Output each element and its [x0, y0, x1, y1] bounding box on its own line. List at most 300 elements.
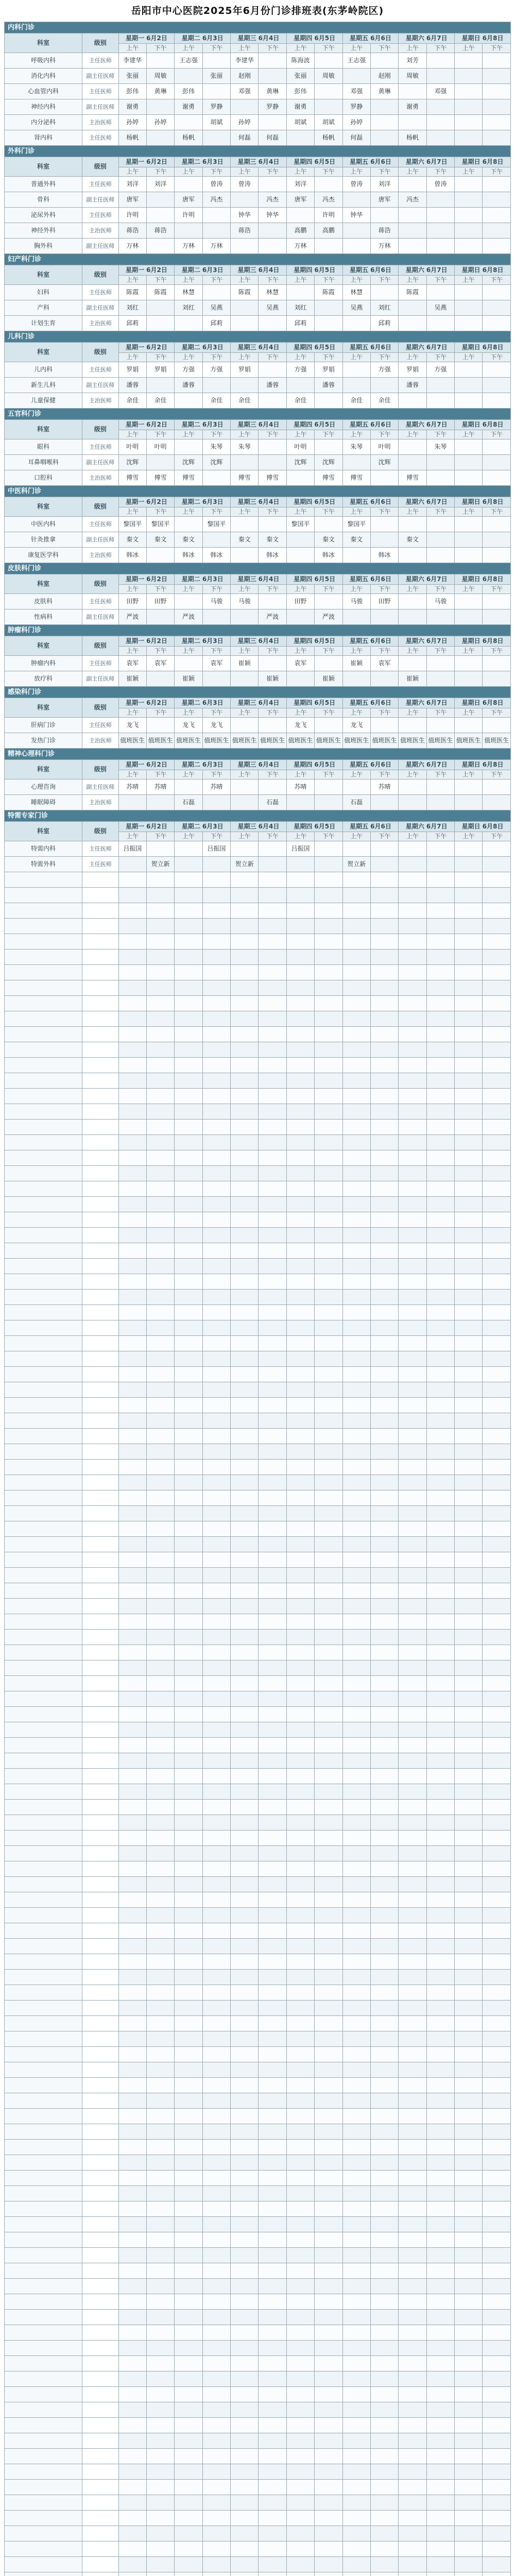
doctor-slot — [231, 1320, 259, 1336]
doctor-slot: 唐军 — [370, 192, 398, 208]
clinic-name — [5, 1073, 82, 1089]
doctor-slot — [259, 2109, 286, 2124]
table-row — [5, 300, 511, 316]
doctor-slot — [483, 1568, 511, 1583]
doctor-slot — [231, 795, 259, 810]
table-row — [5, 285, 511, 300]
doctor-slot — [146, 1042, 174, 1058]
doctor-slot — [315, 919, 342, 934]
doctor-slot: 刘红 — [175, 300, 202, 316]
doctor-level — [82, 2325, 119, 2341]
doctor-slot — [483, 1691, 511, 1707]
doctor-slot — [426, 1197, 454, 1212]
doctor-level — [82, 1861, 119, 1877]
table-row — [5, 1166, 511, 1181]
doctor-slot — [455, 2047, 483, 2062]
doctor-slot — [399, 1970, 426, 1985]
doctor-slot: 陈霞 — [146, 285, 174, 300]
doctor-slot — [399, 2480, 426, 2495]
doctor-slot — [455, 841, 483, 857]
doctor-slot: 罗静 — [259, 99, 286, 115]
header-weekday: 星期五 6月6日 — [342, 33, 399, 44]
table-row — [5, 1089, 511, 1104]
doctor-slot — [146, 1568, 174, 1583]
doctor-slot — [315, 1800, 342, 1815]
doctor-slot — [146, 1413, 174, 1429]
doctor-slot — [175, 1259, 202, 1274]
header-weekday: 星期二 6月3日 — [175, 760, 231, 770]
doctor-slot — [286, 1722, 314, 1738]
clinic-name — [5, 1228, 82, 1243]
header-am: 上午 — [118, 770, 146, 779]
doctor-slot — [315, 1738, 342, 1753]
doctor-slot — [118, 1475, 146, 1490]
doctor-slot: 朱琴 — [426, 439, 454, 455]
clinic-name — [5, 903, 82, 919]
doctor-slot — [118, 2294, 146, 2310]
table-row — [5, 1784, 511, 1800]
doctor-slot — [426, 2541, 454, 2557]
doctor-slot — [175, 1769, 202, 1784]
clinic-name — [5, 2201, 82, 2217]
doctor-slot — [370, 1351, 398, 1367]
doctor-slot: 沈辉 — [118, 455, 146, 470]
department-name: 儿科门诊 — [5, 331, 511, 343]
doctor-slot — [202, 1460, 230, 1475]
clinic-name — [5, 1599, 82, 1614]
doctor-slot — [315, 2155, 342, 2171]
header-weekday: 星期三 6月4日 — [231, 574, 287, 585]
doctor-slot — [118, 2341, 146, 2356]
doctor-slot — [399, 2294, 426, 2310]
doctor-slot: 傅雪 — [399, 470, 426, 486]
doctor-slot — [286, 1660, 314, 1676]
header-weekday: 星期二 6月3日 — [175, 420, 231, 430]
doctor-slot — [370, 1429, 398, 1444]
header-pm: 下午 — [202, 770, 230, 779]
doctor-slot — [286, 2294, 314, 2310]
doctor-slot — [202, 965, 230, 980]
header-am: 上午 — [342, 353, 370, 362]
doctor-level — [82, 1150, 119, 1166]
doctor-slot — [426, 517, 454, 532]
clinic-name: 耳鼻咽喉科 — [5, 455, 82, 470]
clinic-name: 消化内科 — [5, 69, 82, 84]
clinic-name — [5, 2541, 82, 2557]
doctor-slot — [146, 1521, 174, 1537]
doctor-slot — [259, 2201, 286, 2217]
doctor-slot — [426, 2248, 454, 2263]
doctor-slot — [399, 1506, 426, 1521]
doctor-slot — [259, 2511, 286, 2526]
clinic-name: 眼科 — [5, 439, 82, 455]
doctor-slot — [231, 1444, 259, 1460]
doctor-slot — [146, 1429, 174, 1444]
doctor-slot — [259, 1784, 286, 1800]
doctor-slot — [231, 1521, 259, 1537]
doctor-slot — [370, 2248, 398, 2263]
doctor-slot — [118, 1042, 146, 1058]
doctor-slot — [399, 2572, 426, 2576]
table-row — [5, 1197, 511, 1212]
doctor-slot: 孙婷 — [342, 115, 370, 130]
doctor-slot — [426, 903, 454, 919]
doctor-slot — [426, 671, 454, 687]
doctor-slot — [259, 2294, 286, 2310]
header-pm: 下午 — [146, 44, 174, 53]
doctor-slot — [455, 2356, 483, 2371]
table-row — [5, 1042, 511, 1058]
doctor-slot: 何磊 — [231, 130, 259, 146]
header-pm: 下午 — [483, 708, 511, 718]
table-row — [5, 1939, 511, 1954]
doctor-slot: 陈霞 — [399, 285, 426, 300]
doctor-slot — [315, 1506, 342, 1521]
doctor-slot — [286, 1027, 314, 1042]
clinic-name: 神经外科 — [5, 223, 82, 239]
doctor-slot — [342, 1305, 370, 1320]
doctor-slot: 值班医生 — [483, 733, 511, 749]
doctor-slot — [483, 2449, 511, 2464]
doctor-slot — [118, 1660, 146, 1676]
doctor-slot — [118, 1846, 146, 1861]
doctor-slot — [342, 378, 370, 393]
doctor-slot — [259, 1614, 286, 1630]
doctor-slot — [286, 1815, 314, 1831]
table-row — [5, 2217, 511, 2232]
doctor-slot — [259, 950, 286, 965]
header-pm: 下午 — [146, 430, 174, 439]
department-name: 皮肤科门诊 — [5, 563, 511, 574]
doctor-slot: 唐军 — [175, 192, 202, 208]
table-row — [5, 1290, 511, 1305]
table-row — [5, 2511, 511, 2526]
clinic-name — [5, 1707, 82, 1722]
table-row — [5, 2294, 511, 2310]
table-row — [5, 1475, 511, 1490]
header-weekday: 星期五 6月6日 — [342, 760, 399, 770]
doctor-slot — [259, 177, 286, 192]
doctor-level — [82, 903, 119, 919]
doctor-slot — [342, 1413, 370, 1429]
doctor-slot — [370, 1320, 398, 1336]
table-row — [5, 1691, 511, 1707]
doctor-slot — [175, 1846, 202, 1861]
doctor-slot — [231, 2186, 259, 2201]
doctor-level — [82, 2341, 119, 2356]
doctor-slot — [231, 99, 259, 115]
doctor-slot: 朱琴 — [231, 439, 259, 455]
doctor-slot — [426, 1506, 454, 1521]
doctor-slot — [370, 1769, 398, 1784]
doctor-slot — [259, 996, 286, 1011]
doctor-slot — [399, 2526, 426, 2541]
schedule-table — [4, 22, 511, 2576]
doctor-slot — [342, 1320, 370, 1336]
doctor-slot — [370, 2325, 398, 2341]
doctor-slot — [118, 1011, 146, 1027]
doctor-slot — [483, 2001, 511, 2016]
doctor-slot: 王志强 — [342, 53, 370, 69]
doctor-slot — [315, 1073, 342, 1089]
doctor-slot — [342, 1568, 370, 1583]
doctor-slot — [118, 1939, 146, 1954]
clinic-name — [5, 2217, 82, 2232]
doctor-slot: 彭伟 — [286, 84, 314, 99]
doctor-slot — [426, 1490, 454, 1506]
doctor-slot — [259, 1970, 286, 1985]
clinic-name — [5, 1892, 82, 1908]
doctor-slot — [399, 223, 426, 239]
doctor-slot — [342, 2001, 370, 2016]
doctor-slot — [455, 2572, 483, 2576]
doctor-slot — [426, 609, 454, 625]
header-weekday: 星期日 6月8日 — [455, 33, 511, 44]
clinic-name: 发热门诊 — [5, 733, 82, 749]
doctor-slot — [118, 1413, 146, 1429]
table-row — [5, 439, 511, 455]
table-row — [5, 671, 511, 687]
doctor-level — [82, 1228, 119, 1243]
doctor-slot: 余佳 — [202, 393, 230, 409]
doctor-slot — [202, 1490, 230, 1506]
doctor-slot — [146, 208, 174, 223]
doctor-level — [82, 1290, 119, 1305]
doctor-slot — [315, 950, 342, 965]
doctor-slot — [426, 1413, 454, 1429]
header-am: 上午 — [455, 770, 483, 779]
table-row — [5, 903, 511, 919]
doctor-slot: 马骏 — [426, 594, 454, 609]
clinic-name — [5, 1769, 82, 1784]
doctor-slot — [455, 470, 483, 486]
doctor-slot — [146, 1490, 174, 1506]
doctor-slot — [426, 1769, 454, 1784]
doctor-level — [82, 1243, 119, 1259]
doctor-slot — [483, 1939, 511, 1954]
header-pm: 下午 — [146, 276, 174, 285]
doctor-slot — [455, 1537, 483, 1552]
doctor-slot — [315, 2001, 342, 2016]
clinic-name — [5, 2294, 82, 2310]
doctor-slot — [286, 2526, 314, 2541]
header-pm: 下午 — [483, 832, 511, 841]
doctor-slot: 李建华 — [118, 53, 146, 69]
doctor-slot — [370, 2263, 398, 2279]
table-row — [5, 1722, 511, 1738]
doctor-slot — [426, 1985, 454, 2001]
doctor-slot — [175, 1552, 202, 1568]
doctor-slot: 潘蓉 — [315, 378, 342, 393]
doctor-slot — [455, 548, 483, 563]
doctor-level — [82, 1923, 119, 1939]
doctor-slot — [146, 192, 174, 208]
doctor-slot — [259, 841, 286, 857]
doctor-slot — [483, 2078, 511, 2093]
doctor-slot — [315, 1259, 342, 1274]
header-am: 上午 — [399, 507, 426, 517]
doctor-slot — [399, 1212, 426, 1228]
doctor-slot — [483, 857, 511, 872]
doctor-slot — [426, 1290, 454, 1305]
header-level: 级别 — [82, 157, 119, 177]
doctor-slot — [118, 1135, 146, 1150]
doctor-slot: 值班医生 — [342, 733, 370, 749]
doctor-slot — [286, 2201, 314, 2217]
doctor-slot — [286, 1599, 314, 1614]
doctor-level — [82, 1985, 119, 2001]
clinic-name — [5, 2387, 82, 2402]
header-am: 上午 — [399, 353, 426, 362]
doctor-slot — [175, 393, 202, 409]
doctor-level — [82, 996, 119, 1011]
doctor-slot — [118, 2201, 146, 2217]
doctor-slot: 刘芳 — [399, 53, 426, 69]
doctor-slot — [483, 656, 511, 671]
doctor-slot — [175, 1120, 202, 1135]
doctor-slot — [202, 1274, 230, 1290]
doctor-slot — [455, 130, 483, 146]
doctor-slot — [175, 1305, 202, 1320]
doctor-level — [82, 2495, 119, 2511]
doctor-slot — [370, 285, 398, 300]
doctor-slot — [175, 115, 202, 130]
doctor-slot — [286, 1877, 314, 1892]
doctor-slot — [286, 1769, 314, 1784]
header-pm: 下午 — [426, 353, 454, 362]
doctor-slot: 值班医生 — [370, 733, 398, 749]
header-pm: 下午 — [146, 167, 174, 177]
doctor-slot — [231, 718, 259, 733]
header-level: 级别 — [82, 497, 119, 517]
doctor-level: 副主任医师 — [82, 300, 119, 316]
table-row — [5, 2279, 511, 2294]
doctor-slot — [483, 1042, 511, 1058]
doctor-slot — [118, 1521, 146, 1537]
doctor-slot — [231, 934, 259, 950]
table-row — [5, 1150, 511, 1166]
doctor-slot — [231, 2078, 259, 2093]
doctor-slot — [118, 1089, 146, 1104]
header-weekday: 星期二 6月3日 — [175, 157, 231, 167]
doctor-slot — [342, 1614, 370, 1630]
doctor-slot — [231, 1290, 259, 1305]
doctor-slot — [259, 1800, 286, 1815]
doctor-slot — [202, 2572, 230, 2576]
doctor-slot — [342, 2201, 370, 2217]
doctor-level — [82, 2279, 119, 2294]
doctor-slot: 杨帆 — [399, 130, 426, 146]
doctor-slot: 傅雪 — [315, 470, 342, 486]
clinic-name — [5, 2464, 82, 2480]
header-row — [5, 265, 511, 276]
doctor-slot — [399, 1753, 426, 1769]
doctor-slot — [259, 1846, 286, 1861]
doctor-slot — [202, 1753, 230, 1769]
doctor-slot — [399, 903, 426, 919]
doctor-slot — [483, 1259, 511, 1274]
doctor-slot — [286, 857, 314, 872]
doctor-slot — [399, 1676, 426, 1691]
doctor-slot: 吕振国 — [202, 841, 230, 857]
doctor-slot — [118, 2078, 146, 2093]
doctor-slot — [146, 1444, 174, 1460]
header-weekday: 星期一 6月2日 — [118, 636, 175, 647]
doctor-slot — [342, 2418, 370, 2433]
doctor-slot — [202, 1398, 230, 1413]
doctor-slot: 叶明 — [286, 439, 314, 455]
doctor-slot: 秦文 — [399, 532, 426, 548]
doctor-slot — [118, 1367, 146, 1382]
doctor-slot — [315, 1583, 342, 1599]
doctor-slot — [483, 1800, 511, 1815]
doctor-slot — [399, 857, 426, 872]
doctor-slot — [231, 2171, 259, 2186]
doctor-slot — [426, 1166, 454, 1181]
table-row — [5, 1351, 511, 1367]
doctor-slot: 崔颖 — [231, 656, 259, 671]
doctor-slot — [426, 285, 454, 300]
doctor-slot — [315, 1815, 342, 1831]
clinic-name: 心血管内科 — [5, 84, 82, 99]
clinic-name — [5, 2248, 82, 2263]
doctor-slot — [455, 1660, 483, 1676]
doctor-slot — [286, 2217, 314, 2232]
doctor-slot — [370, 980, 398, 996]
doctor-slot — [202, 1243, 230, 1259]
doctor-slot — [118, 2263, 146, 2279]
doctor-slot: 邓强 — [342, 84, 370, 99]
doctor-slot — [175, 2310, 202, 2325]
doctor-slot — [118, 1599, 146, 1614]
doctor-slot — [426, 1336, 454, 1351]
doctor-slot — [455, 1970, 483, 1985]
doctor-slot — [259, 1367, 286, 1382]
doctor-slot — [286, 1970, 314, 1985]
doctor-slot — [175, 1614, 202, 1630]
doctor-slot — [315, 934, 342, 950]
clinic-name — [5, 1305, 82, 1320]
doctor-slot — [259, 362, 286, 378]
doctor-level — [82, 2171, 119, 2186]
doctor-level — [82, 2402, 119, 2418]
doctor-slot — [342, 2356, 370, 2371]
doctor-slot — [342, 2325, 370, 2341]
doctor-slot — [399, 1398, 426, 1413]
doctor-level — [82, 2124, 119, 2140]
doctor-slot — [231, 2418, 259, 2433]
header-weekday: 星期五 6月6日 — [342, 574, 399, 585]
doctor-slot — [399, 1073, 426, 1089]
doctor-slot — [342, 1552, 370, 1568]
doctor-slot — [118, 2171, 146, 2186]
doctor-level — [82, 1089, 119, 1104]
doctor-slot — [370, 1660, 398, 1676]
doctor-slot — [399, 656, 426, 671]
doctor-slot — [483, 2140, 511, 2155]
doctor-level: 副主任医师 — [82, 99, 119, 115]
doctor-slot — [426, 1537, 454, 1552]
doctor-slot — [399, 2433, 426, 2449]
doctor-slot — [231, 2062, 259, 2078]
doctor-slot: 罗娟 — [118, 362, 146, 378]
header-pm: 下午 — [483, 430, 511, 439]
doctor-slot — [483, 1181, 511, 1197]
doctor-level — [82, 1614, 119, 1630]
doctor-slot — [370, 1228, 398, 1243]
doctor-slot: 方强 — [370, 362, 398, 378]
doctor-slot — [399, 2341, 426, 2356]
